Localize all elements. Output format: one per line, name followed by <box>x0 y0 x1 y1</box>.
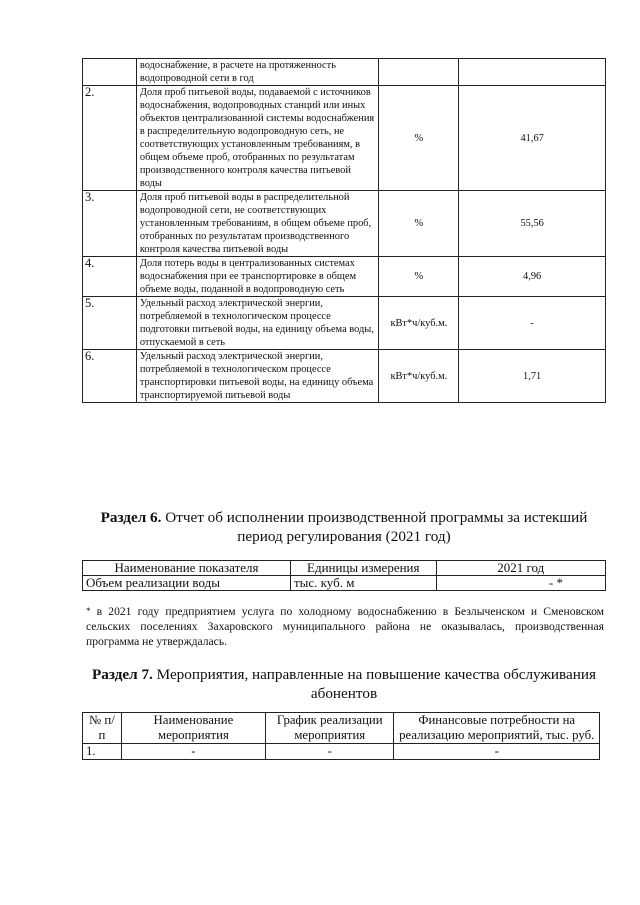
section-7-heading <box>82 665 606 703</box>
row-number: 5. <box>83 297 137 350</box>
indicator-description: Удельный расход электрической энергии, потребляемой в технологическом процессе подготовки питьевой воды, на единицу объема воды, отпускаемой в сеть <box>136 297 379 350</box>
table-header-row <box>83 713 600 744</box>
column-header-indicator: Наименование показателя <box>83 561 291 576</box>
indicator-value: 4,96 <box>459 257 606 297</box>
indicator-unit: % <box>379 257 459 297</box>
column-header-year: 2021 год <box>436 561 605 576</box>
row-number: 6. <box>83 350 137 403</box>
row-number: 3. <box>83 191 137 257</box>
footnote <box>86 604 604 649</box>
column-header-units: Единицы измерения <box>290 561 436 576</box>
column-header-number: № п/п <box>83 713 122 744</box>
table-header-row <box>83 561 606 576</box>
section-7-label: Раздел 7. <box>92 666 153 683</box>
indicators-table <box>82 58 606 403</box>
measures-table <box>82 712 600 760</box>
sales-volume-table <box>82 560 606 591</box>
row-number <box>83 59 137 86</box>
indicator-value: 1,71 <box>459 350 606 403</box>
table-row <box>83 86 606 191</box>
indicator-unit: кВт*ч/куб.м. <box>379 350 459 403</box>
indicator-unit: % <box>379 191 459 257</box>
indicator-unit <box>379 59 459 86</box>
indicator-units: тыс. куб. м <box>290 576 436 591</box>
indicator-description: Доля проб питьевой воды в распределительной водопроводной сети, не соответствующих установленным требованиям, в общем объеме проб, отобранных по результатам производственного контроля качества питьевой воды <box>136 191 379 257</box>
measure-schedule: - <box>266 744 394 760</box>
measure-financial-needs: - <box>394 744 600 760</box>
indicator-value <box>459 59 606 86</box>
indicator-description: Доля потерь воды в централизованных системах водоснабжения при ее транспортировке в общем объеме воды, поданной в водопроводную сеть <box>136 257 379 297</box>
section-7-title: Мероприятия, направленные на повышение качества обслуживания абонентов <box>156 666 596 702</box>
section-6-label: Раздел 6. <box>100 509 162 526</box>
table-row <box>83 576 606 591</box>
indicator-description: Доля проб питьевой воды, подаваемой с источников водоснабжения, водопроводных станций или иных объектов централизованной системы водоснабжения в распределительную водопроводную сеть, не соответствующих установленным требованиям, в общем объеме проб, отобранных по результатам производственного контроля качества питьевой воды <box>136 86 379 191</box>
indicator-2021-value: - * <box>436 576 605 591</box>
table-row <box>83 59 606 86</box>
row-number: 4. <box>83 257 137 297</box>
footnote-text: в 2021 году предприятием услуга по холодному водоснабжению в Безлыченском и Сменовском сельских поселениях Захаровского муниципального района не оказывалась, производственная программа не утверждалась. <box>86 605 604 648</box>
measure-name: - <box>121 744 265 760</box>
row-number: 1. <box>83 744 122 760</box>
table-row <box>83 191 606 257</box>
indicator-name: Объем реализации воды <box>83 576 291 591</box>
indicator-value: 41,67 <box>459 86 606 191</box>
table-row <box>83 297 606 350</box>
footnote-marker: * <box>86 606 91 616</box>
row-number: 2. <box>83 86 137 191</box>
column-header-schedule: График реализации мероприятия <box>266 713 394 744</box>
table-row <box>83 350 606 403</box>
indicator-description: водоснабжение, в расчете на протяженность водопроводной сети в год <box>136 59 379 86</box>
table-row <box>83 744 600 760</box>
indicator-unit: % <box>379 86 459 191</box>
indicator-unit: кВт*ч/куб.м. <box>379 297 459 350</box>
section-6-title: Отчет об исполнении производственной программы за истекший период регулирования (2021 год) <box>165 509 588 545</box>
indicator-value: 55,56 <box>459 191 606 257</box>
column-header-measure-name: Наименование мероприятия <box>121 713 265 744</box>
section-6-heading <box>82 508 606 546</box>
table-row <box>83 257 606 297</box>
indicator-description: Удельный расход электрической энергии, потребляемой в технологическом процессе транспортировки питьевой воды, на единицу объема транспортируемой питьевой воды <box>136 350 379 403</box>
column-header-financial-needs: Финансовые потребности на реализацию мероприятий, тыс. руб. <box>394 713 600 744</box>
indicator-value: - <box>459 297 606 350</box>
